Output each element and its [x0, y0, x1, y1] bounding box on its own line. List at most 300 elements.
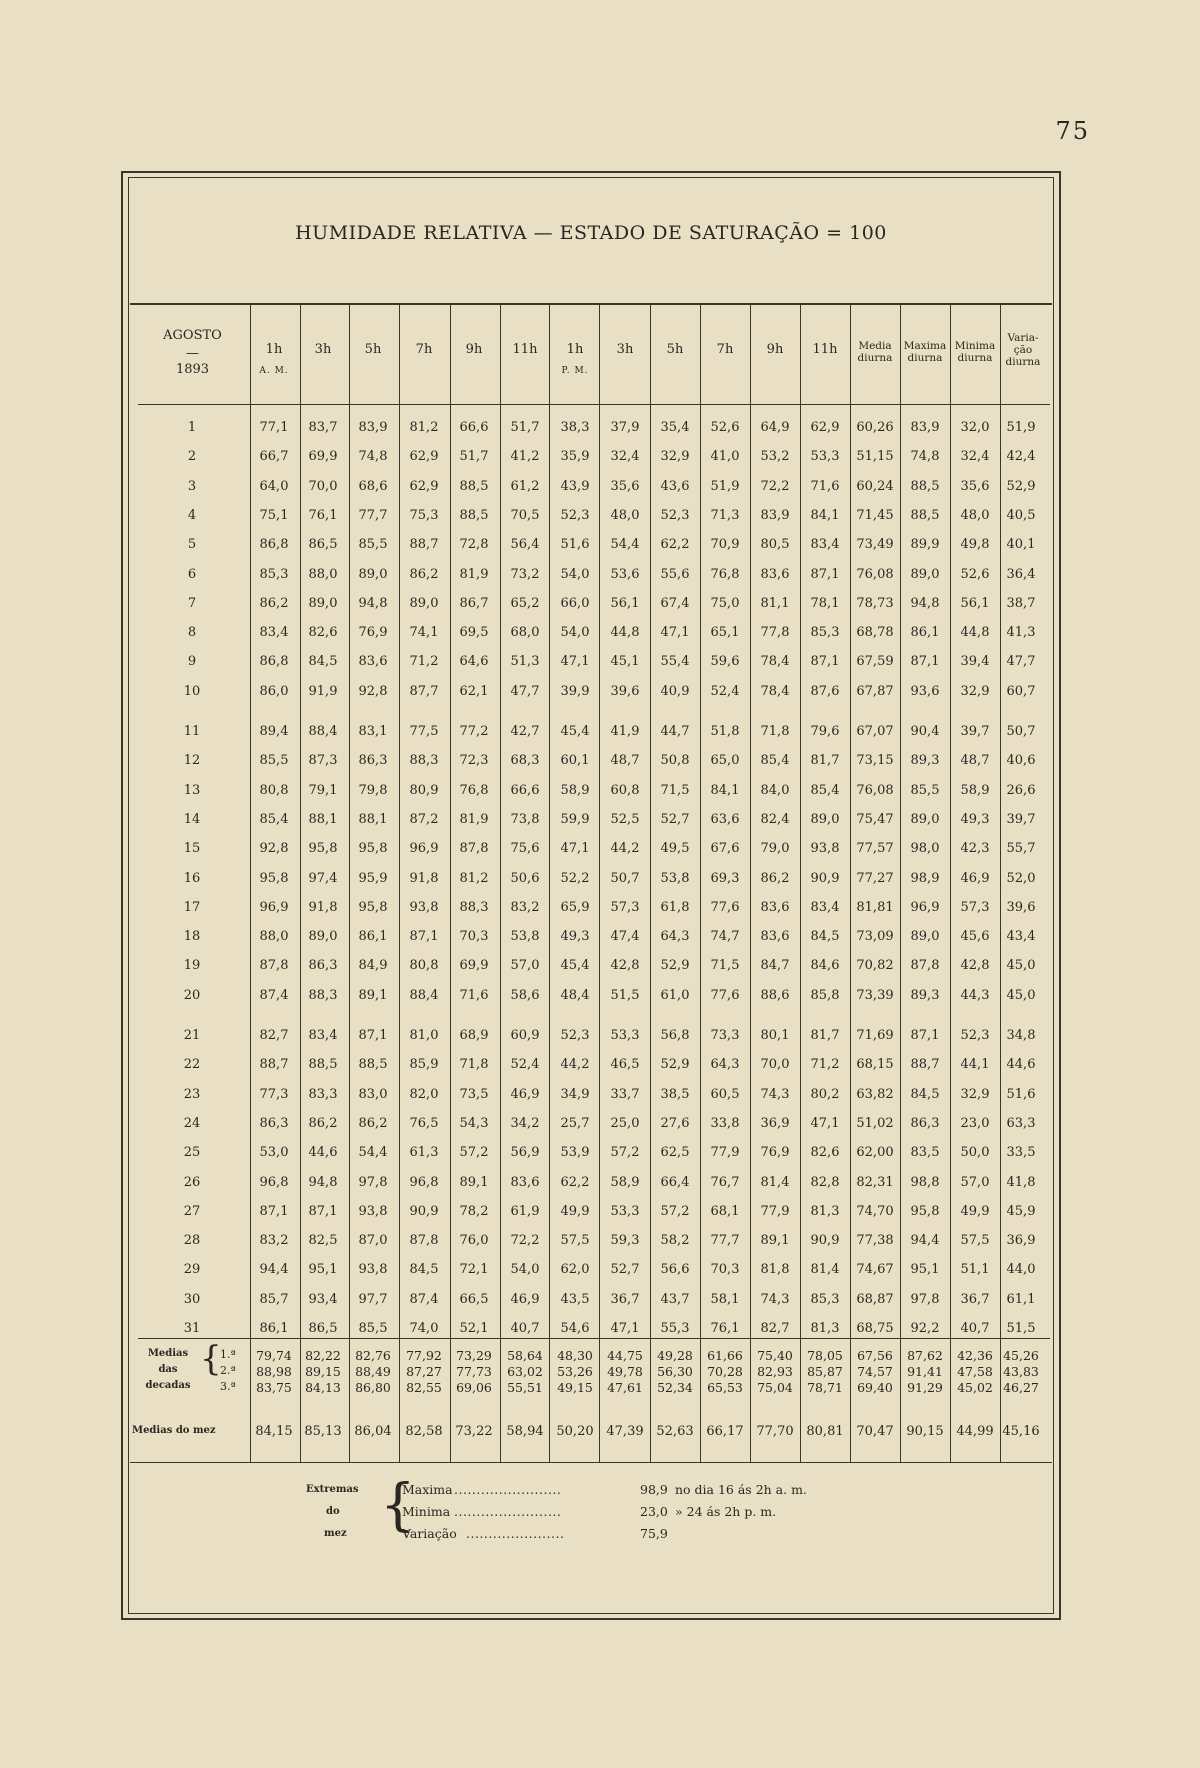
table-cell: 93,8: [358, 1203, 388, 1219]
table-cell: 67,07: [856, 724, 894, 739]
table-cell: 25,7: [560, 1115, 590, 1131]
table-cell: 83,9: [760, 507, 790, 523]
table-cell: 78,4: [760, 654, 790, 670]
table-cell: 81,4: [760, 1174, 790, 1190]
table-cell: 67,6: [710, 841, 740, 857]
table-cell: 77,9: [710, 1145, 740, 1161]
table-cell: 51,7: [459, 449, 489, 465]
table-cell: 90,9: [810, 870, 840, 886]
table-cell: 49,3: [560, 929, 590, 945]
table-cell: 96,9: [910, 899, 940, 915]
table-cell: 62,0: [560, 1262, 590, 1278]
table-cell: 77,1: [259, 420, 289, 435]
table-cell: 68,9: [459, 1028, 489, 1043]
table-cell: 57,5: [560, 1233, 590, 1249]
decada-cell: 44,75: [607, 1348, 643, 1363]
table-cell: 52,6: [710, 420, 740, 435]
table-cell: 94,8: [308, 1174, 338, 1190]
table-cell: 67,59: [856, 654, 894, 670]
table-cell: 86,1: [358, 929, 388, 945]
table-cell: 51,9: [1006, 420, 1036, 435]
decada-cell: 55,51: [507, 1380, 543, 1395]
table-cell: 76,9: [358, 625, 388, 641]
table-cell: 88,3: [308, 987, 338, 1003]
table-cell: 84,6: [810, 958, 840, 974]
table-cell: 58,9: [560, 782, 590, 798]
table-cell: 42,4: [1006, 449, 1036, 465]
table-cell: 62,2: [660, 537, 690, 553]
table-cell: 71,8: [760, 724, 790, 739]
extremas-maxima-label: Maxima: [402, 1482, 453, 1497]
header-media-diurna-line-2: diurna: [857, 352, 893, 364]
table-cell: 40,9: [660, 683, 690, 699]
table-cell: 49,9: [560, 1203, 590, 1219]
table-cell: 36,9: [760, 1115, 790, 1131]
medias-mez-cell: 80,81: [806, 1424, 844, 1439]
table-cell: 55,3: [660, 1321, 690, 1336]
table-cell: 90,9: [409, 1203, 439, 1219]
table-cell: 44,0: [1006, 1262, 1036, 1278]
table-cell: 72,2: [760, 478, 790, 494]
table-cell: 81,8: [760, 1262, 790, 1278]
header-hour-label: 11h: [812, 342, 838, 357]
table-cell: 71,6: [459, 987, 489, 1003]
table-cell: 74,8: [358, 449, 388, 465]
header-bottom-rule: [138, 404, 1050, 405]
table-cell: 77,3: [259, 1086, 289, 1102]
table-cell: 53,8: [660, 870, 690, 886]
table-cell: 68,87: [856, 1291, 894, 1307]
table-cell: 89,3: [910, 753, 940, 769]
table-cell: 72,3: [459, 753, 489, 769]
table-cell: 71,2: [810, 1057, 840, 1073]
table-cell: 34,9: [560, 1086, 590, 1102]
extremas-maxima-dots: ........................: [454, 1482, 562, 1497]
decada-cell: 89,15: [305, 1364, 341, 1379]
table-cell: 89,0: [910, 929, 940, 945]
table-cell: 94,8: [910, 595, 940, 611]
table-cell: 85,7: [259, 1291, 289, 1307]
header-variacao-diurna-line-2: ção: [1013, 344, 1033, 356]
table-cell: 88,3: [409, 753, 439, 769]
extremas-label-3: mez: [324, 1528, 347, 1539]
table-cell: 51,9: [710, 478, 740, 494]
table-cell: 89,1: [459, 1174, 489, 1190]
table-cell: 84,0: [760, 782, 790, 798]
table-cell: 83,4: [810, 537, 840, 553]
table-cell: 71,5: [660, 782, 690, 798]
table-cell: 56,8: [660, 1028, 690, 1043]
decadas-label-3: decadas: [145, 1380, 191, 1391]
table-cell: 83,6: [760, 929, 790, 945]
decada-cell: 74,57: [857, 1364, 893, 1379]
decada-cell: 61,66: [707, 1348, 743, 1363]
table-cell: 61,1: [1006, 1291, 1036, 1307]
row-day-14: 14: [183, 811, 201, 827]
row-day-21: 21: [183, 1028, 201, 1043]
header-year: 1893: [175, 362, 210, 377]
table-cell: 44,3: [960, 987, 990, 1003]
table-cell: 87,2: [409, 811, 439, 827]
row-day-15: 15: [183, 841, 201, 857]
table-cell: 76,1: [710, 1321, 740, 1336]
table-cell: 73,49: [856, 537, 894, 553]
table-cell: 83,5: [910, 1145, 940, 1161]
table-cell: 74,7: [710, 929, 740, 945]
table-cell: 77,7: [358, 507, 388, 523]
table-cell: 86,7: [459, 595, 489, 611]
decada-cell: 69,40: [857, 1380, 893, 1395]
table-cell: 38,3: [560, 420, 590, 435]
table-cell: 82,8: [810, 1174, 840, 1190]
table-cell: 71,3: [710, 507, 740, 523]
row-day-20: 20: [183, 987, 201, 1003]
table-cell: 95,8: [259, 870, 289, 886]
table-cell: 70,3: [710, 1262, 740, 1278]
header-hour-label: 9h: [766, 342, 784, 357]
table-cell: 84,9: [358, 958, 388, 974]
table-cell: 39,9: [560, 683, 590, 699]
table-cell: 82,31: [856, 1174, 894, 1190]
table-cell: 47,1: [560, 654, 590, 670]
decada-cell: 82,55: [406, 1380, 442, 1395]
header-hour-6: [501, 342, 549, 357]
header-hour-label: 7h: [716, 342, 734, 357]
table-cell: 58,6: [510, 987, 540, 1003]
extremas-brace: {: [380, 1473, 416, 1538]
table-cell: 97,4: [308, 870, 338, 886]
table-cell: 60,9: [510, 1028, 540, 1043]
table-cell: 59,9: [560, 811, 590, 827]
table-cell: 71,2: [409, 654, 439, 670]
table-cell: 79,8: [358, 782, 388, 798]
table-cell: 83,2: [259, 1233, 289, 1249]
table-cell: 84,5: [308, 654, 338, 670]
row-day-1: 1: [187, 420, 197, 435]
table-cell: 39,7: [1006, 811, 1036, 827]
table-cell: 93,6: [910, 683, 940, 699]
table-cell: 36,4: [1006, 566, 1036, 582]
table-cell: 88,5: [459, 507, 489, 523]
table-cell: 85,4: [760, 753, 790, 769]
table-cell: 81,9: [459, 811, 489, 827]
table-cell: 52,7: [660, 811, 690, 827]
row-day-8: 8: [187, 625, 197, 641]
table-cell: 69,3: [710, 870, 740, 886]
table-cell: 87,0: [358, 1233, 388, 1249]
table-cell: 83,1: [358, 724, 388, 739]
table-cell: 39,6: [610, 683, 640, 699]
table-cell: 54,0: [560, 625, 590, 641]
table-cell: 67,87: [856, 683, 894, 699]
header-minima-diurna-line-2: diurna: [957, 352, 993, 364]
table-cell: 83,9: [910, 420, 940, 435]
table-cell: 88,5: [910, 478, 940, 494]
table-cell: 83,7: [308, 420, 338, 435]
table-cell: 36,7: [960, 1291, 990, 1307]
table-cell: 88,5: [308, 1057, 338, 1073]
header-variacao-diurna-line-1: Varia-: [1007, 332, 1039, 344]
decada-cell: 77,92: [406, 1348, 442, 1363]
table-cell: 32,4: [610, 449, 640, 465]
row-day-22: 22: [183, 1057, 201, 1073]
table-cell: 75,1: [259, 507, 289, 523]
table-cell: 81,2: [409, 420, 439, 435]
column-rule-7: [549, 305, 550, 1462]
extremas-label-1: Extremas: [306, 1484, 359, 1495]
table-cell: 66,4: [660, 1174, 690, 1190]
extremas-minima-label: Minima: [402, 1504, 451, 1519]
table-cell: 23,0: [960, 1115, 990, 1131]
header-hour-8: [601, 342, 649, 357]
table-cell: 35,9: [560, 449, 590, 465]
medias-mez-cell: 44,99: [956, 1424, 994, 1439]
decada-number: 2.ª: [220, 1364, 236, 1377]
table-cell: 44,2: [610, 841, 640, 857]
table-cell: 62,5: [660, 1145, 690, 1161]
table-cell: 86,2: [308, 1115, 338, 1131]
row-day-6: 6: [187, 566, 197, 582]
table-cell: 72,1: [459, 1262, 489, 1278]
table-cell: 59,3: [610, 1233, 640, 1249]
table-cell: 79,6: [810, 724, 840, 739]
table-cell: 76,8: [710, 566, 740, 582]
table-cell: 77,57: [856, 841, 894, 857]
table-cell: 57,2: [660, 1203, 690, 1219]
table-cell: 96,8: [259, 1174, 289, 1190]
table-cell: 71,5: [710, 958, 740, 974]
table-cell: 81,0: [409, 1028, 439, 1043]
table-cell: 64,3: [710, 1057, 740, 1073]
table-cell: 62,2: [560, 1174, 590, 1190]
header-hour-5: [450, 342, 498, 357]
table-cell: 88,7: [910, 1057, 940, 1073]
table-cell: 69,9: [459, 958, 489, 974]
table-cell: 63,3: [1006, 1115, 1036, 1131]
table-cell: 47,1: [660, 625, 690, 641]
table-cell: 75,6: [510, 841, 540, 857]
table-cell: 88,5: [459, 478, 489, 494]
table-cell: 95,8: [358, 899, 388, 915]
table-cell: 68,6: [358, 478, 388, 494]
table-cell: 57,3: [610, 899, 640, 915]
table-cell: 58,9: [610, 1174, 640, 1190]
table-cell: 84,5: [810, 929, 840, 945]
table-cell: 92,2: [910, 1321, 940, 1336]
table-cell: 45,0: [1006, 987, 1036, 1003]
table-cell: 68,78: [856, 625, 894, 641]
decada-cell: 45,02: [957, 1380, 993, 1395]
table-cell: 52,6: [960, 566, 990, 582]
header-hour-label: 5h: [666, 342, 684, 357]
table-cell: 74,8: [910, 449, 940, 465]
table-cell: 61,9: [510, 1203, 540, 1219]
table-cell: 53,3: [810, 449, 840, 465]
decada-cell: 88,98: [256, 1364, 292, 1379]
row-day-23: 23: [183, 1086, 201, 1102]
table-cell: 51,02: [856, 1115, 894, 1131]
decada-cell: 48,30: [557, 1348, 593, 1363]
decada-cell: 88,49: [355, 1364, 391, 1379]
table-cell: 80,1: [760, 1028, 790, 1043]
table-cell: 60,24: [856, 478, 894, 494]
table-cell: 52,3: [560, 507, 590, 523]
decada-cell: 49,15: [557, 1380, 593, 1395]
table-cell: 78,2: [459, 1203, 489, 1219]
table-cell: 88,7: [259, 1057, 289, 1073]
table-cell: 89,0: [810, 811, 840, 827]
table-cell: 92,8: [259, 841, 289, 857]
table-cell: 89,1: [760, 1233, 790, 1249]
table-cell: 93,8: [810, 841, 840, 857]
table-cell: 37,9: [610, 420, 640, 435]
table-cell: 86,3: [259, 1115, 289, 1131]
table-cell: 81,3: [810, 1203, 840, 1219]
table-cell: 54,3: [459, 1115, 489, 1131]
table-cell: 58,1: [710, 1291, 740, 1307]
table-cell: 83,3: [308, 1086, 338, 1102]
decada-cell: 91,41: [907, 1364, 943, 1379]
table-cell: 51,15: [856, 449, 894, 465]
table-cell: 85,4: [810, 782, 840, 798]
table-cell: 77,38: [856, 1233, 894, 1249]
table-cell: 52,4: [710, 683, 740, 699]
table-cell: 56,4: [510, 537, 540, 553]
table-cell: 39,6: [1006, 899, 1036, 915]
table-cell: 43,6: [660, 478, 690, 494]
table-cell: 73,2: [510, 566, 540, 582]
table-cell: 71,8: [459, 1057, 489, 1073]
medias-mez-cell: 90,15: [906, 1424, 944, 1439]
table-cell: 87,1: [409, 929, 439, 945]
table-cell: 46,9: [510, 1086, 540, 1102]
table-cell: 87,7: [409, 683, 439, 699]
table-cell: 77,5: [409, 724, 439, 739]
table-cell: 59,6: [710, 654, 740, 670]
table-cell: 74,67: [856, 1262, 894, 1278]
decada-cell: 42,36: [957, 1348, 993, 1363]
table-cell: 73,15: [856, 753, 894, 769]
table-cell: 60,8: [610, 782, 640, 798]
table-cell: 84,1: [710, 782, 740, 798]
decada-cell: 46,27: [1003, 1380, 1039, 1395]
table-cell: 47,4: [610, 929, 640, 945]
table-cell: 64,0: [259, 478, 289, 494]
table-cell: 45,4: [560, 958, 590, 974]
table-cell: 32,9: [960, 1086, 990, 1102]
table-cell: 40,7: [510, 1321, 540, 1336]
table-cell: 42,8: [610, 958, 640, 974]
table-title: HUMIDADE RELATIVA — ESTADO DE SATURAÇÃO = 100: [295, 222, 887, 244]
table-cell: 32,9: [960, 683, 990, 699]
header-hour-label: 3h: [616, 342, 634, 357]
table-cell: 88,0: [259, 929, 289, 945]
table-cell: 98,8: [910, 1174, 940, 1190]
table-cell: 64,3: [660, 929, 690, 945]
table-cell: 51,1: [960, 1262, 990, 1278]
table-cell: 89,0: [308, 929, 338, 945]
table-cell: 50,0: [960, 1145, 990, 1161]
header-dash: —: [186, 346, 199, 361]
table-cell: 78,73: [856, 595, 894, 611]
table-cell: 74,3: [760, 1291, 790, 1307]
table-cell: 88,7: [409, 537, 439, 553]
table-cell: 76,9: [760, 1145, 790, 1161]
decada-cell: 82,93: [757, 1364, 793, 1379]
header-hour-12: [801, 342, 849, 357]
table-cell: 46,9: [510, 1291, 540, 1307]
decada-cell: 58,64: [507, 1348, 543, 1363]
table-cell: 97,8: [910, 1291, 940, 1307]
decada-cell: 79,74: [256, 1348, 292, 1363]
table-cell: 87,4: [259, 987, 289, 1003]
table-cell: 73,8: [510, 811, 540, 827]
table-cell: 76,0: [459, 1233, 489, 1249]
table-cell: 73,3: [710, 1028, 740, 1043]
table-cell: 44,7: [660, 724, 690, 739]
header-hour-4: [400, 342, 448, 357]
table-cell: 78,4: [760, 683, 790, 699]
table-cell: 83,6: [760, 566, 790, 582]
table-cell: 73,39: [856, 987, 894, 1003]
table-cell: 42,3: [960, 841, 990, 857]
row-day-12: 12: [183, 753, 201, 769]
table-cell: 93,4: [308, 1291, 338, 1307]
table-cell: 53,8: [510, 929, 540, 945]
table-cell: 64,6: [459, 654, 489, 670]
table-cell: 76,08: [856, 566, 894, 582]
table-cell: 96,8: [409, 1174, 439, 1190]
decada-cell: 70,28: [707, 1364, 743, 1379]
table-cell: 57,0: [960, 1174, 990, 1190]
decada-cell: 87,27: [406, 1364, 442, 1379]
table-cell: 43,7: [660, 1291, 690, 1307]
table-cell: 89,0: [308, 595, 338, 611]
table-cell: 87,1: [358, 1028, 388, 1043]
table-cell: 96,9: [409, 841, 439, 857]
table-cell: 78,1: [810, 595, 840, 611]
extremas-label-2: do: [326, 1506, 340, 1517]
table-cell: 52,3: [660, 507, 690, 523]
table-cell: 86,3: [910, 1115, 940, 1131]
table-cell: 95,8: [910, 1203, 940, 1219]
table-cell: 87,3: [308, 753, 338, 769]
table-cell: 36,7: [610, 1291, 640, 1307]
table-cell: 80,9: [409, 782, 439, 798]
decada-cell: 47,61: [607, 1380, 643, 1395]
table-cell: 82,4: [760, 811, 790, 827]
table-cell: 85,3: [810, 625, 840, 641]
table-cell: 52,9: [660, 958, 690, 974]
table-cell: 85,5: [259, 753, 289, 769]
decadas-brace: {: [200, 1339, 222, 1379]
table-cell: 46,9: [960, 870, 990, 886]
table-cell: 45,6: [960, 929, 990, 945]
header-am: A. M.: [259, 366, 289, 376]
header-month: AGOSTO: [163, 328, 222, 343]
table-cell: 57,3: [960, 899, 990, 915]
table-cell: 96,9: [259, 899, 289, 915]
table-cell: 46,5: [610, 1057, 640, 1073]
header-hour-label: 9h: [465, 342, 483, 357]
table-cell: 95,1: [910, 1262, 940, 1278]
extremas-variacao-value: 75,9: [640, 1526, 668, 1541]
table-cell: 54,4: [610, 537, 640, 553]
decada-cell: 69,06: [456, 1380, 492, 1395]
table-cell: 97,8: [358, 1174, 388, 1190]
table-cell: 88,5: [910, 507, 940, 523]
table-cell: 66,7: [259, 449, 289, 465]
